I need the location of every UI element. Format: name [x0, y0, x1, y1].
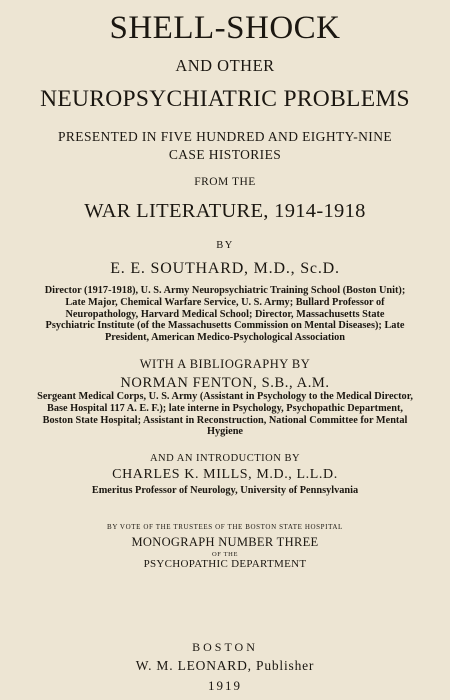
war-literature-line: WAR LITERATURE, 1914-1918 [84, 200, 366, 222]
bibliographer-description: Sergeant Medical Corps, U. S. Army (Assistant in Psychology to the Medical Director, Base Hospital 117 A. E. F.); late interne in Psychology, Psychopathic Department, Boston State Hospital; Assistant in Reconstruction, National Committee for Mental Hygiene [37, 391, 413, 438]
imprint-publisher: W. M. LEONARD, Publisher [135, 658, 315, 673]
bibliographer-name: NORMAN FENTON, S.B., A.M. [120, 375, 330, 391]
department-name: PSYCHOPATHIC DEPARTMENT [143, 558, 307, 570]
author-name: E. E. SOUTHARD, M.D., Sc.D. [110, 260, 340, 277]
imprint-city: BOSTON [192, 640, 258, 654]
subtitle-connector: AND OTHER [175, 56, 275, 75]
introducer-description: Emeritus Professor of Neurology, University of Pennsylvania [91, 485, 359, 496]
book-title: SHELL-SHOCK [109, 10, 341, 46]
bibliography-label: WITH A BIBLIOGRAPHY BY [139, 357, 311, 371]
from-label: FROM THE [194, 176, 256, 188]
by-label: BY [216, 240, 234, 251]
imprint-year: 1919 [208, 678, 242, 693]
of-the-label: OF THE [211, 551, 239, 558]
introducer-name: CHARLES K. MILLS, M.D., L.L.D. [112, 467, 338, 482]
presented-line: PRESENTED IN FIVE HUNDRED AND EIGHTY-NINE CASE HISTORIES [58, 129, 392, 162]
trustees-vote-line: BY VOTE OF THE TRUSTEES OF THE BOSTON STATE HOSPITAL [107, 523, 343, 531]
introduction-label: AND AN INTRODUCTION BY [149, 453, 301, 464]
author-description: Director (1917-1918), U. S. Army Neuropsychiatric Training School (Boston Unit); Late Major, Chemical Warfare Service, U. S. Army; Bullard Professor of Neuropathology, Harvard Medical School; Director, Massachusetts State Psychiatric Institute (of the Massachusetts Commission on Mental Diseases); Late President, American Medico-Psychological Association [44, 285, 406, 344]
book-subtitle: NEUROPSYCHIATRIC PROBLEMS [40, 86, 410, 112]
monograph-number: MONOGRAPH NUMBER THREE [131, 535, 319, 549]
